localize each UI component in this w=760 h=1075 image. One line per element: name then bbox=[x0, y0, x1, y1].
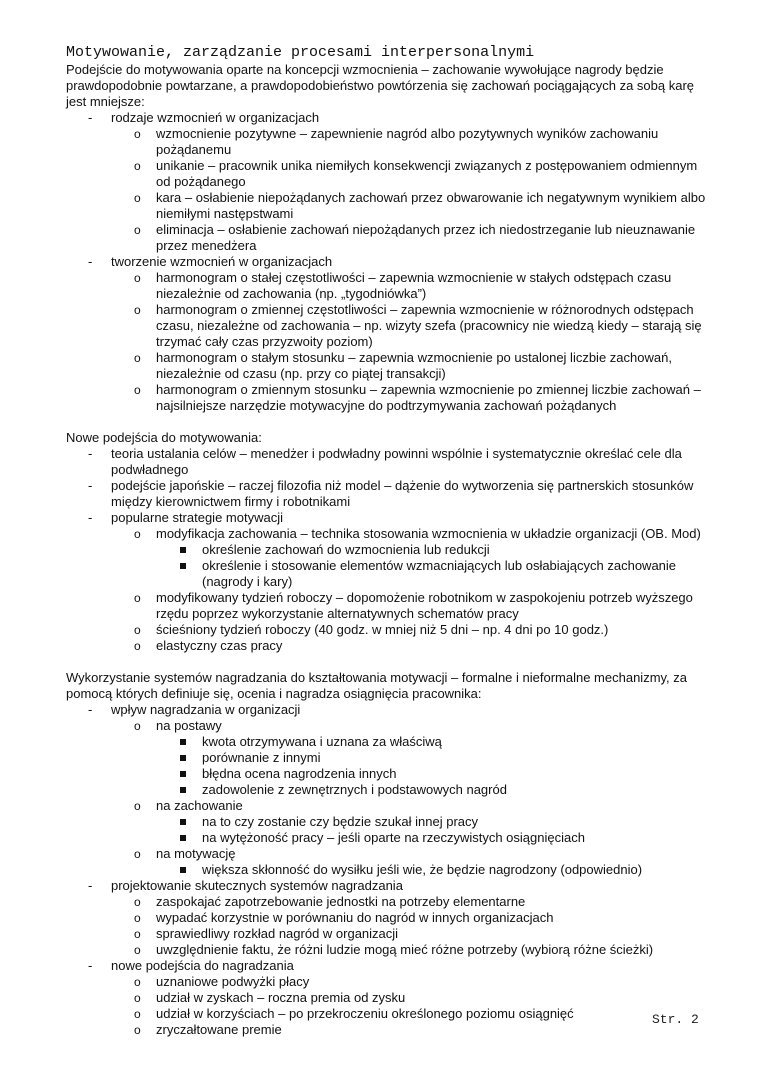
list-item: większa skłonność do wysiłku jeśli wie, że będzie nagrodzony (odpowiednio) bbox=[66, 862, 706, 878]
list-item: o udział w zyskach – roczna premia od zysku bbox=[134, 990, 406, 1005]
sublist bbox=[156, 862, 706, 878]
list-item: o uwzględnienie faktu, że różni ludzie mogą mieć różne potrzeby (wybiorą różne ścieżki) bbox=[134, 942, 654, 957]
list-item: o sprawiedliwy rozkład nagród w organizacji bbox=[134, 926, 399, 941]
circle-bullet: o bbox=[134, 223, 141, 237]
document-body bbox=[66, 44, 706, 1038]
list-item: o wypadać korzystnie w porównaniu do nagród w innych organizacjach bbox=[134, 910, 554, 925]
sublist bbox=[111, 974, 706, 1038]
circle-bullet: o bbox=[134, 191, 141, 205]
dash-bullet: - bbox=[88, 958, 93, 973]
circle-bullet: o bbox=[134, 351, 141, 365]
list-item: o eliminacja – osłabienie zachowań niepożądanych przez ich niedostrzeganie lub nieuznawanie przez menedżera bbox=[134, 222, 696, 253]
list-item: o modyfikowany tydzień roboczy – dopomożenie robotnikom w zaspokojeniu potrzeb wyższego rzędu poprzez wykorzystanie alternatywnych schematów pracy bbox=[134, 590, 693, 621]
dash-bullet: - bbox=[88, 878, 93, 893]
dash-bullet: - bbox=[88, 510, 93, 525]
list-item: na to czy zostanie czy będzie szukał innej pracy bbox=[66, 814, 706, 830]
dash-bullet: - bbox=[88, 446, 93, 461]
list-item: kwota otrzymywana i uznana za właściwą bbox=[66, 734, 706, 750]
list-item: o wzmocnienie pozytywne – zapewnienie nagród albo pozytywnych wyników zachowaniu pożądanemu bbox=[134, 126, 659, 157]
list-item-label: wpływ nagradzania w organizacji bbox=[111, 702, 301, 717]
list-item: o ścieśniony tydzień roboczy (40 godz. w mniej niż 5 dni – np. 4 dni po 10 godz.) bbox=[134, 622, 609, 637]
list-item: o na postawy kwota otrzymywana i uznana za właściwą porównanie z innymi błędna ocena nagrodzenia innych zadowolenie z zewnętrznych i podstawowych nagród bbox=[66, 718, 706, 798]
new-approaches-list bbox=[66, 446, 706, 654]
circle-bullet: o bbox=[134, 719, 141, 733]
list-item bbox=[66, 702, 706, 878]
list-item bbox=[66, 958, 706, 1038]
list-item: - podejście japońskie – raczej filozofia niż model – dążenie do wytworzenia się partnerskich stosunków między kierownictwem firmy i robotnikami bbox=[88, 478, 694, 509]
list-item: o uznaniowe podwyżki płacy bbox=[134, 974, 310, 989]
circle-bullet: o bbox=[134, 127, 141, 141]
list-item: o udział w korzyściach – po przekroczeniu określonego poziomu osiągnięć bbox=[134, 1006, 574, 1021]
list-item: określenie i stosowanie elementów wzmacniających lub osłabiających zachowanie (nagrody i kary) bbox=[66, 558, 706, 590]
circle-bullet: o bbox=[134, 527, 141, 541]
dash-bullet: - bbox=[88, 702, 93, 717]
sublist bbox=[156, 542, 706, 590]
spacer bbox=[66, 414, 706, 430]
circle-bullet: o bbox=[134, 927, 141, 941]
list-item: o zaspokajać zapotrzebowanie jednostki na potrzeby elementarne bbox=[134, 894, 526, 909]
circle-bullet: o bbox=[134, 591, 141, 605]
list-item: o zryczałtowane premie bbox=[134, 1022, 282, 1037]
list-item: o na motywację większa skłonność do wysiłku jeśli wie, że będzie nagrodzony (odpowiednio) bbox=[66, 846, 706, 878]
sublist bbox=[111, 270, 706, 414]
circle-bullet: o bbox=[134, 1007, 141, 1021]
circle-bullet: o bbox=[134, 1023, 141, 1037]
square-bullet bbox=[180, 787, 186, 793]
circle-bullet: o bbox=[134, 975, 141, 989]
dash-bullet: - bbox=[88, 478, 93, 493]
section-heading: Wykorzystanie systemów nagradzania do kształtowania motywacji – formalne i nieformalne mechanizmy, za pomocą których definiuje się, ocenia i nagradza osiągnięcia pracownika: bbox=[66, 670, 688, 701]
list-item: porównanie z innymi bbox=[66, 750, 706, 766]
circle-bullet: o bbox=[134, 943, 141, 957]
square-bullet bbox=[180, 755, 186, 761]
sublist bbox=[111, 126, 706, 254]
section-heading: Nowe podejścia do motywowania: bbox=[66, 430, 262, 445]
circle-bullet: o bbox=[134, 303, 141, 317]
list-item-label: rodzaje wzmocnień w organizacjach bbox=[111, 110, 320, 125]
list-item: o harmonogram o stałym stosunku – zapewnia wzmocnienie po ustalonej liczbie zachowań, niezależnie od czasu (np. przy co piątej transakcji) bbox=[134, 350, 672, 381]
sublist bbox=[156, 814, 706, 846]
circle-bullet: o bbox=[134, 911, 141, 925]
list-item: zadowolenie z zewnętrznych i podstawowych nagród bbox=[66, 782, 706, 798]
square-bullet bbox=[180, 739, 186, 745]
page-title: Motywowanie, zarządzanie procesami interpersonalnymi bbox=[66, 44, 535, 61]
list-item: o modyfikacja zachowania – technika stosowania wzmocnienia w układzie organizacji (OB. Mod) określenie zachowań do wzmocnienia lub redukcji określenie i stosowanie elementów wzmacniających lub osłabiających zachowanie (nagrody i kary) bbox=[66, 526, 706, 590]
list-item: o harmonogram o stałej częstotliwości – zapewnia wzmocnienie w stałych odstępach czasu niezależnie od zachowania (np. „tygodniówka”) bbox=[134, 270, 672, 301]
sublist bbox=[111, 718, 706, 878]
list-item: o harmonogram o zmiennej częstotliwości – zapewnia wzmocnienie w różnorodnych odstępach czasu, niezależne od zachowania – np. wizyty szefa (pracownicy nie wiedzą kiedy – starają się trzymać cały czas przyzwoity poziom) bbox=[134, 302, 702, 349]
circle-bullet: o bbox=[134, 895, 141, 909]
square-bullet bbox=[180, 547, 186, 553]
circle-bullet: o bbox=[134, 847, 141, 861]
sublist bbox=[156, 734, 706, 798]
list-item-label: tworzenie wzmocnień w organizacjach bbox=[111, 254, 333, 269]
list-item bbox=[66, 510, 706, 654]
circle-bullet: o bbox=[134, 383, 141, 397]
list-item: błędna ocena nagrodzenia innych bbox=[66, 766, 706, 782]
list-item-label: projektowanie skutecznych systemów nagradzania bbox=[111, 878, 403, 893]
sublist bbox=[111, 526, 706, 654]
list-item: o elastyczny czas pracy bbox=[134, 638, 283, 653]
list-item bbox=[66, 878, 706, 958]
list-item: o unikanie – pracownik unika niemiłych konsekwencji związanych z postępowaniem odmiennym od pożądanego bbox=[134, 158, 698, 189]
list-item bbox=[66, 110, 706, 254]
square-bullet bbox=[180, 771, 186, 777]
circle-bullet: o bbox=[134, 623, 141, 637]
list-item-label: popularne strategie motywacji bbox=[111, 510, 283, 525]
list-item-label: nowe podejścia do nagradzania bbox=[111, 958, 294, 973]
circle-bullet: o bbox=[134, 159, 141, 173]
circle-bullet: o bbox=[134, 799, 141, 813]
list-item: na wytężoność pracy – jeśli oparte na rzeczywistych osiągnięciach bbox=[66, 830, 706, 846]
circle-bullet: o bbox=[134, 639, 141, 653]
list-item: o harmonogram o zmiennym stosunku – zapewnia wzmocnienie po zmiennej liczbie zachowań – najsilniejsze narzędzie motywacyjne do podtrzymywania zachowań pożądanych bbox=[134, 382, 701, 413]
reinforcement-list bbox=[66, 110, 706, 414]
circle-bullet: o bbox=[134, 991, 141, 1005]
square-bullet bbox=[180, 563, 186, 569]
spacer bbox=[66, 654, 706, 670]
square-bullet bbox=[180, 819, 186, 825]
list-item: o na zachowanie na to czy zostanie czy będzie szukał innej pracy na wytężoność pracy – jeśli oparte na rzeczywistych osiągnięciach bbox=[66, 798, 706, 846]
dash-bullet: - bbox=[88, 254, 93, 269]
list-item bbox=[66, 254, 706, 414]
intro-paragraph: Podejście do motywowania oparte na koncepcji wzmocnienia – zachowanie wywołujące nagrody będzie prawdopodobnie powtarzane, a prawdopodobieństwo powtórzenia się zachowań pociągających za sobą karę jest mniejsze: bbox=[66, 62, 695, 109]
page-number: Str. 2 bbox=[652, 1012, 699, 1027]
square-bullet bbox=[180, 867, 186, 873]
list-item: o kara – osłabienie niepożądanych zachowań przez obwarowanie ich negatywnym wynikiem albo niemiłymi następstwami bbox=[134, 190, 706, 221]
rewards-list bbox=[66, 702, 706, 1038]
list-item: - teoria ustalania celów – menedżer i podwładny powinni wspólnie i systematycznie określać cele dla podwładnego bbox=[88, 446, 682, 477]
circle-bullet: o bbox=[134, 271, 141, 285]
square-bullet bbox=[180, 835, 186, 841]
sublist bbox=[111, 894, 706, 958]
dash-bullet: - bbox=[88, 110, 93, 125]
list-item: określenie zachowań do wzmocnienia lub redukcji bbox=[66, 542, 706, 558]
